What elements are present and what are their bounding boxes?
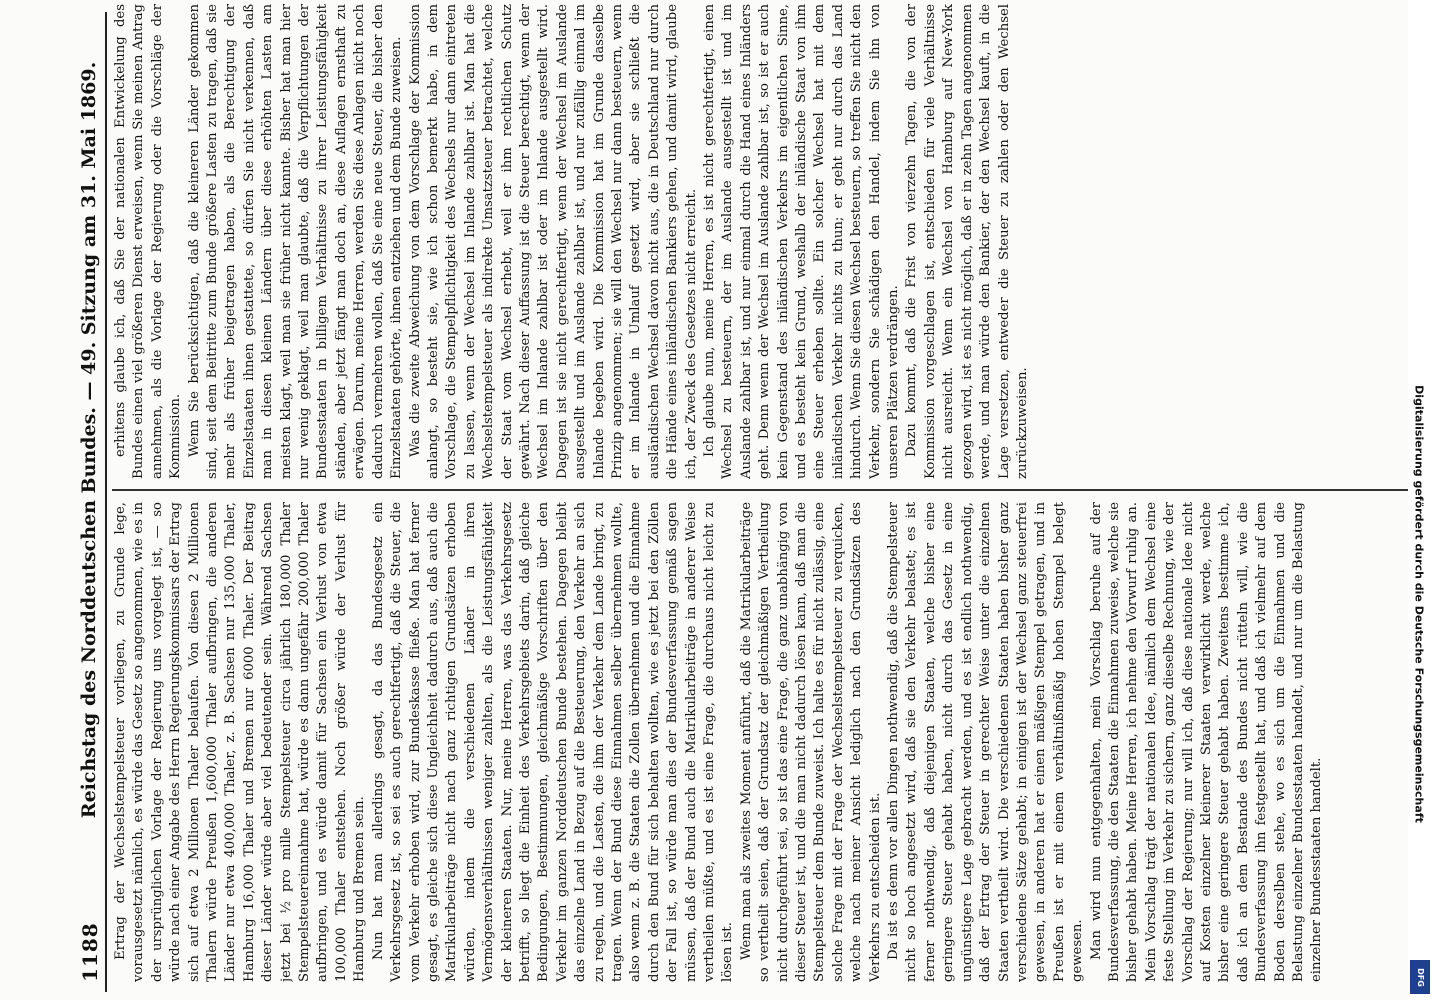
dfg-logo-text: DFG <box>1415 967 1425 987</box>
paragraph: Da ist es denn vor allen Dingen nothwendig, daß die Stempelsteuer nicht so hoch angesetzt wird, daß sie den Verkehr belastet; es ist ferner nothwendig, daß diejenigen Staaten, welche bisher eine geringere Steuer gehabt haben, nicht durch das Gesetz in eine ungünstigere Lage gebracht werden, und es ist endlich nothwendig, daß der Ertrag der Steuer in gerechter Weise unter die einzelnen Staaten vertheilt wird. Die verschiedenen Staaten haben bisher ganz verschiedene Sätze gehabt; in einigen ist der Wechsel ganz steuerfrei gewesen, in anderen hat er einen mäßigen Stempel getragen, und in Preußen ist er mit einem verhältnißmäßig hohen Stempel belegt gewesen. <box>886 502 1086 982</box>
header-rule <box>105 12 107 992</box>
paragraph: Wenn Sie berücksichtigen, daß die kleineren Länder gekommen sind, seit dem Beitritte zum Bunde größere Lasten zu tragen, daß sie mehr als früher beigetragen haben, als die Berechtigung der Einzelstaaten ihnen gestattete, so dürfen Sie nicht verkennen, daß man in diesen kleinen Ländern über diese erhöhten Lasten am meisten klagt, weil man sie früher nicht kannte. Bisher hat man hier nur wenig geklagt, weil man glaubte, daß die Verpflichtungen der Bundesstaaten in billigem Verhältnisse zu ihrer Leistungsfähigkeit ständen, aber jetzt fängt man doch an, diese Auflagen ernsthaft zu erwägen. Darum, meine Herren, werden Sie diese Anlagen nicht noch dadurch vermehren wollen, daß Sie eine neue Steuer, die bisher den Einzelstaaten gehörte, ihnen entziehen und dem Bunde zuweisen. <box>186 4 405 479</box>
column-divider <box>112 489 1412 491</box>
paragraph: Man wird nun entgegenhalten, mein Vorschlag beruhe auf der Bundesverfassung, die den Staaten die Einnahmen zuweise, welche sie bisher gehabt haben. Meine Herren, ich nehme den Vorwurf ruhig an. Mein Vorschlag trägt der nationalen Idee, nämlich dem Wechsel eine feste Stellung im Verkehr zu sichern, ganz dieselbe Rechnung, wie der Vorschlag der Regierung; nur will ich, daß diese nationale Idee nicht auf Kosten einzelner kleinerer Staaten verwirklicht werde, welche bisher eine geringere Steuer gehabt haben. Zweitens bestimme ich, daß ich an dem Bestande des Bundes nicht rütteln will, wie die Bundesverfassung ihn festgestellt hat, und daß ich vielmehr auf dem Boden derselben stehe, wo es sich um die Einnahmen und die Belastung einzelner Bundesstaaten handelt, und nur um die Belastung einzelner Bundesstaaten handelt. <box>1088 502 1325 982</box>
paragraph: erhitens glaube ich, daß Sie der nationalen Entwickelung des Bundes einen viel größeren Dienst erweisen, wenn Sie meinen Antrag annehmen, als die Vorlage der Regierung oder die Vorschläge der Kommission. <box>113 4 184 479</box>
paragraph: Ertrag der Wechselstempelsteuer vorliegen, zu Grunde lege, vorausgesetzt nämlich, es würde das Gesetz so angenommen, wie es in der ursprünglichen Vorlage der Regierung uns vorgelegt ist, — so würde nach einer Angabe des Herrn Regierungskommissars der Ertrag sich auf etwa 2 Millionen Thaler belaufen. Von diesen 2 Millionen Thalern würde Preußen 1,600,000 Thaler aufbringen, die anderen Länder nur etwa 400,000 Thaler, z. B. Sachsen nur 135,000 Thaler, Hamburg 16,000 Thaler und Bremen nur 6000 Thaler. Der Beitrag dieser Länder würde aber viel bedeutender sein. Während Sachsen jetzt bei ½ pro mille Stempelsteuer circa jährlich 180,000 Thaler Stempelsteuereinnahme hat, würde es dann ungefähr 200,000 Thaler aufbringen, und es würde damit für Sachsen ein Verlust von etwa 100,000 Thaler entstehen. Noch größer würde der Verlust für Hamburg und Bremen sein. <box>113 502 368 982</box>
paragraph: Dazu kommt, daß die Frist von vierzehn Tagen, die von der Kommission vorgeschlagen ist, entschieden für viele Verhältnisse nicht ausreicht. Wenn ein Wechsel von Hamburg auf New-York gezogen wird, ist es nicht möglich, daß er in zehn Tagen angenommen werde, und man würde den Bankier, der den Wechsel kauft, in die Lage versetzen, entweder die Steuer zu zahlen oder den Wechsel zurückzuweisen. <box>904 4 1030 479</box>
running-head: Reichstag des Norddeutschen Bundes. — 49. Sitzung am 31. Mai 1869. <box>78 61 100 819</box>
left-column <box>112 502 1432 982</box>
digitization-credit: Digitalisierung gefördert durch die Deutsche Forschungsgemeinschaft <box>1412 385 1426 823</box>
paragraph: Wenn man als zweites Moment anführt, daß die Matrikularbeiträge so vertheilt seien, daß der Grundsatz der gleichmäßigen Vertheilung nicht durchgeführt sei, so ist das eine Frage, die ganz unabhängig von dieser Steuer ist, und die man nicht dadurch lösen kann, daß man die Stempelsteuer dem Bunde zuweist. Ich halte es für nicht zulässig, eine solche Frage mit der Frage der Wechselstempelsteuer zu verquicken, welche nach meiner Ansicht lediglich nach den Grundsätzen des Verkehrs zu entscheiden ist. <box>738 502 883 982</box>
paragraph: Ich glaube nun, meine Herren, es ist nicht gerechtfertigt, einen Wechsel zu besteuern, der im Auslande ausgestellt ist und im Auslande zahlbar ist, und nur einmal durch die Hand eines Inländers geht. Denn wenn der Wechsel im Auslande zahlbar ist, so ist er auch kein Gegenstand des inländischen Verkehrs im eigentlichen Sinne, und es besteht kein Grund, weshalb der inländische Staat von ihm eine Steuer erheben sollte. Ein solcher Wechsel hat mit dem inländischen Verkehr nichts zu thun; er geht nur durch das Land hindurch. Wenn Sie diesen Wechsel besteuern, so treffen Sie nicht den Verkehr, sondern Sie schädigen den Handel, indem Sie ihn von unseren Plätzen verdrängen. <box>702 4 902 479</box>
right-column <box>112 4 1432 479</box>
paragraph: Nun hat man allerdings gesagt, da das Bundesgesetz ein Verkehrsgesetz ist, so sei es auch gerechtfertigt, daß die Steuer, die vom Verkehr erhoben wird, zur Bundeskasse fließe. Man hat ferner gesagt, es gleiche sich diese Ungleichheit dadurch aus, daß auch die Matrikularbeiträge nicht nach ganz richtigen Grundsätzen erhoben würden, indem die verschiedenen Länder in ihren Vermögensverhältnissen weniger zahlten, als die Leistungsfähigkeit der kleineren Staaten. Nur, meine Herren, was das Verkehrsgesetz betrifft, so liegt die Einheit des Verkehrsgebiets darin, daß gleiche Bedingungen, Bestimmungen, gleichmäßige Vorschriften über den Verkehr im ganzen Norddeutschen Bunde bestehen. Dagegen bleibt das einzelne Land in Bezug auf die Besteuerung, den Verkehr an sich zu regeln, und die Lasten, die ihm der Verkehr dem Lande bringt, zu tragen. Wenn der Bund diese Einnahmen selber übernehmen wollte, also wenn z. B. die Staaten die Zollen übernehmen und die Einnahme durch den Bund für sich behalten wollten, wie es jetzt bei den Zöllen der Fall ist, so würde man dies der Bundesverfassung gemäß sagen müssen, daß der Bund auch die Matrikularbeiträge in anderer Weise vertheilen müßte, und es ist eine Frage, die durchaus nicht leicht zu lösen ist. <box>370 502 736 982</box>
paragraph: Was die zweite Abweichung von dem Vorschlage der Kommission anlangt, so besteht sie, wie ich schon bemerkt habe, in dem Vorschlage, die Stempelpflichtigkeit des Wechsels nur dann eintreten zu lassen, wenn der Wechsel im Inlande zahlbar ist. Man hat die Wechselstempelsteuer als indirekte Umsatzsteuer betrachtet, welche der Staat vom Wechsel erhebt, weil er ihm rechtlichen Schutz gewährt. Nach dieser Auffassung ist die Steuer berechtigt, wenn der Wechsel im Inlande zahlbar ist oder im Inlande ausgestellt wird. Dagegen ist sie nicht gerechtfertigt, wenn der Wechsel im Auslande ausgestellt und im Auslande zahlbar ist, und nur zufällig einmal im Inlande begeben wird. Die Kommission hat im Grunde dasselbe Prinzip angenommen; sie will den Wechsel nur dann besteuern, wenn er im Inlande in Umlauf gesetzt wird, aber sie schließt die ausländischen Wechsel davon nicht aus, die in Deutschland nur durch die Hände eines inländischen Bankiers gehen, und damit wird, glaube ich, der Zweck des Gesetzes nicht erreicht. <box>407 4 699 479</box>
page-number: 1188 <box>78 922 102 982</box>
dfg-logo-icon <box>1410 960 1430 994</box>
